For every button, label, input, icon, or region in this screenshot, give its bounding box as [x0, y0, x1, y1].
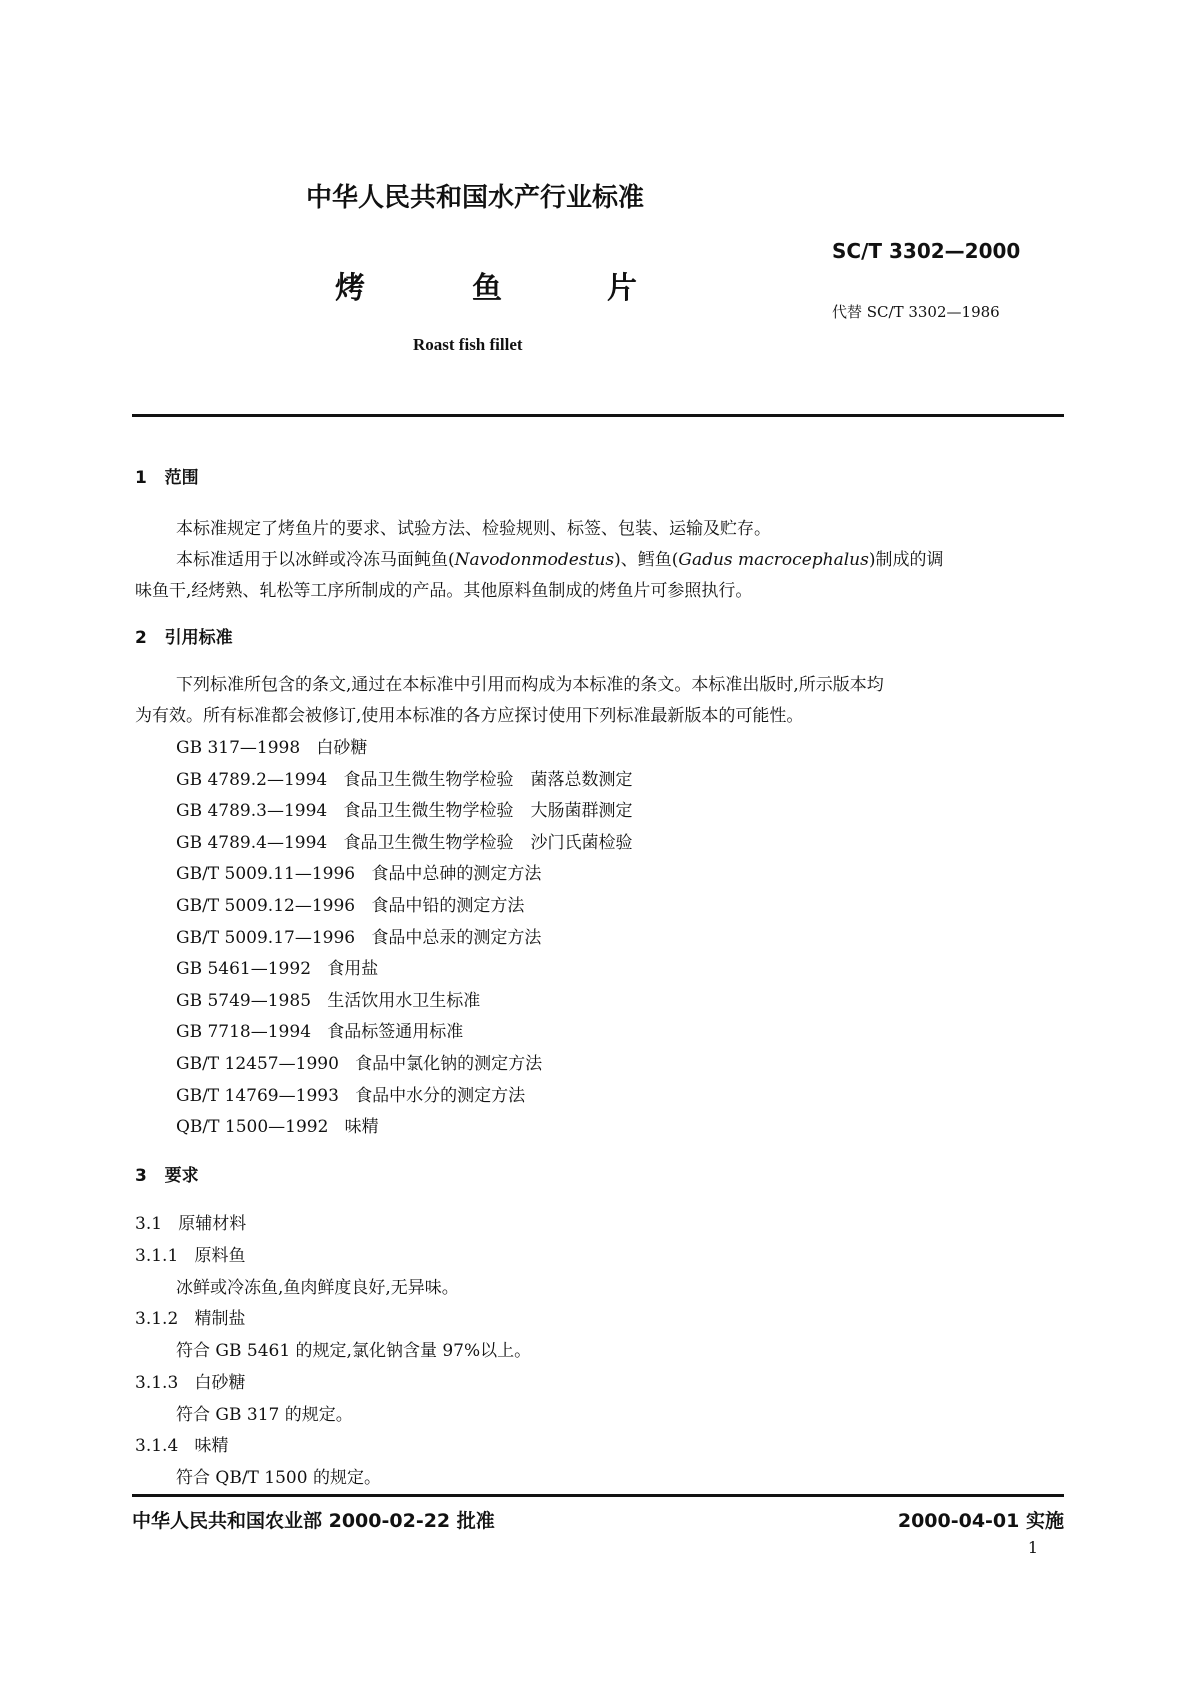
reference-code: GB 4789.2—1994 — [176, 769, 328, 790]
reference-code: GB/T 14769—1993 — [176, 1085, 339, 1106]
reference-item — [176, 740, 367, 757]
reference-code: QB/T 1500—1992 — [176, 1117, 329, 1138]
title-en: Roast fish fillet — [413, 335, 523, 354]
reference-code: GB 4789.3—1994 — [176, 801, 328, 822]
reference-item — [176, 803, 632, 820]
reference-title: 食品中氯化钠的测定方法 — [355, 1054, 543, 1074]
section-1-para-1: 本标准规定了烤鱼片的要求、试验方法、检验规则、标签、包装、运输及贮存。 — [176, 519, 771, 539]
reference-title: 白砂糖 — [316, 738, 368, 758]
reference-title: 食品中铅的测定方法 — [371, 896, 525, 916]
reference-code: GB/T 12457—1990 — [176, 1054, 339, 1074]
reference-title: 食品中总汞的测定方法 — [371, 927, 542, 948]
footer-rule — [132, 1494, 1064, 1497]
reference-item — [176, 1085, 526, 1106]
reference-item — [176, 832, 633, 853]
reference-item — [176, 898, 524, 915]
reference-title: 食品卫生微生物学检验 大肠菌群测定 — [343, 801, 633, 822]
clause-text: 符合 GB 317 的规定。 — [176, 1404, 353, 1425]
title-cn-3: 片 — [607, 271, 637, 306]
reference-title: 食用盐 — [327, 959, 379, 980]
reference-item — [176, 927, 542, 948]
reference-item — [176, 1024, 463, 1041]
clause-heading: 3.1.2 精制盐 — [135, 1309, 246, 1330]
approval-date: 中华人民共和国农业部 2000-02-22 批准 — [132, 1510, 495, 1532]
section-2-heading: 2 引用标准 — [135, 628, 233, 648]
reference-item — [176, 1056, 542, 1073]
section-1-heading: 1 范围 — [135, 468, 199, 488]
reference-title: 食品卫生微生物学检验 菌落总数测定 — [343, 769, 633, 790]
reference-code: GB 4789.4—1994 — [176, 832, 328, 853]
reference-item — [176, 866, 541, 883]
title-cn-1: 烤 — [335, 271, 365, 306]
reference-code: GB 5749—1985 — [176, 990, 312, 1011]
issuer-heading: 中华人民共和国水产行业标准 — [306, 183, 645, 213]
clause-heading: 3.1.3 白砂糖 — [135, 1372, 246, 1393]
reference-code: GB/T 5009.12—1996 — [176, 896, 356, 916]
effective-date: 2000-04-01 实施 — [897, 1510, 1064, 1532]
clause-heading: 3.1.1 原料鱼 — [135, 1246, 246, 1266]
clause-text: 符合 GB 5461 的规定,氯化钠含量 97%以上。 — [176, 1341, 532, 1362]
clause-heading: 3.1.4 味精 — [135, 1436, 229, 1457]
reference-code: GB/T 5009.11—1996 — [176, 864, 356, 885]
subsection-3-1-heading: 3.1 原辅材料 — [135, 1214, 247, 1234]
reference-title: 味精 — [344, 1117, 379, 1138]
clause-text: 符合 QB/T 1500 的规定。 — [176, 1467, 381, 1488]
reference-item — [176, 961, 378, 978]
reference-code: GB 7718—1994 — [176, 1022, 312, 1043]
reference-code: GB 5461—1992 — [176, 959, 312, 980]
reference-title: 生活饮用水卫生标准 — [327, 990, 481, 1011]
section-2-para-1-cont: 为有效。所有标准都会被修订,使用本标准的各方应探讨使用下列标准最新版本的可能性。 — [135, 706, 804, 726]
reference-item — [176, 1119, 379, 1136]
section-1-para-2-cont: 味鱼干,经烤熟、轧松等工序所制成的产品。其他原料鱼制成的烤鱼片可参照执行。 — [135, 581, 753, 601]
header-rule — [132, 414, 1064, 417]
reference-title: 食品中水分的测定方法 — [355, 1085, 526, 1106]
reference-code: GB 317—1998 — [176, 738, 301, 758]
clause-text: 冰鲜或冷冻鱼,鱼肉鲜度良好,无异味。 — [176, 1277, 459, 1298]
reference-item — [176, 990, 481, 1011]
page-number: 1 — [1027, 1538, 1038, 1557]
section-2-para-1: 下列标准所包含的条文,通过在本标准中引用而构成为本标准的条文。本标准出版时,所示版本均 — [176, 675, 884, 695]
replaces-note: 代替 SC/T 3302—1986 — [832, 303, 1000, 321]
reference-code: GB/T 5009.17—1996 — [176, 927, 356, 948]
reference-title: 食品卫生微生物学检验 沙门氏菌检验 — [343, 832, 633, 853]
title-cn-2: 鱼 — [472, 271, 502, 306]
reference-item — [176, 769, 633, 790]
reference-title: 食品中总砷的测定方法 — [371, 864, 542, 885]
standard-number: SC/T 3302—2000 — [832, 239, 1021, 263]
reference-title: 食品标签通用标准 — [327, 1022, 464, 1043]
section-1-para-2: 本标准适用于以冰鲜或冷冻马面鲀鱼(Navodonmodestus)、鳕鱼(Gadus macrocephalus)制成的调 — [176, 550, 944, 570]
section-3-heading: 3 要求 — [135, 1166, 199, 1186]
